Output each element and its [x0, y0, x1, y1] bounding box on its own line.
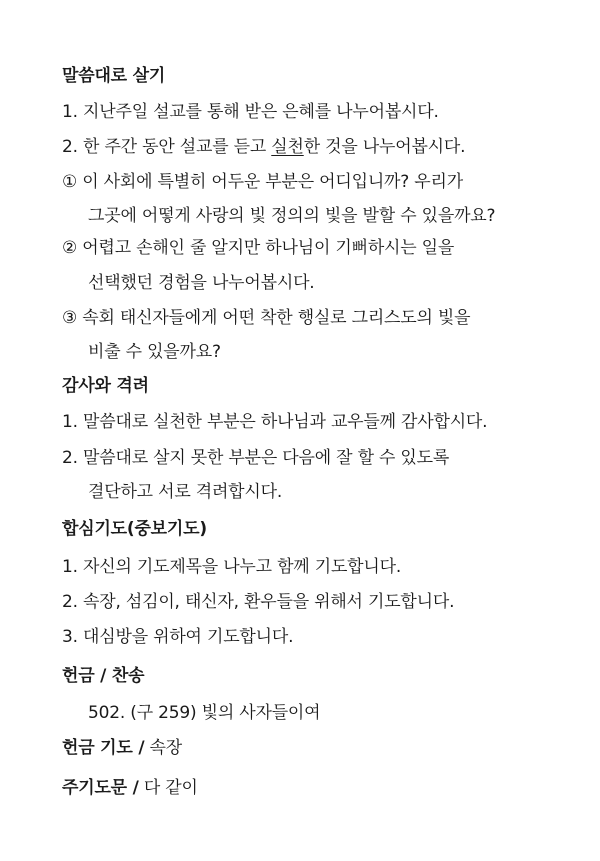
section-heading-thanks-encouragement: 감사와 격려: [62, 376, 149, 396]
list-item: 2. 속장, 섬김이, 태신자, 환우들을 위해서 기도합니다.: [62, 592, 455, 612]
list-item: ② 어렵고 손해인 줄 알지만 하나님이 기뻐하시는 일을: [62, 238, 455, 258]
list-item-continuation: 그곳에 어떻게 사랑의 빛 정의의 빛을 발할 수 있을까요?: [88, 206, 496, 226]
list-item: ① 이 사회에 특별히 어두운 부분은 어디입니까? 우리가: [62, 172, 463, 192]
list-item-text: 2. 한 주간 동안 설교를 듣고: [62, 137, 272, 157]
list-item-continuation: 선택했던 경험을 나누어봅시다.: [88, 273, 315, 293]
heading-bold-text: 주기도문 /: [62, 778, 139, 798]
list-item: 1. 말씀대로 실천한 부분은 하나님과 교우들께 감사합시다.: [62, 412, 488, 432]
list-item: ③ 속회 태신자들에게 어떤 착한 행실로 그리스도의 빛을: [62, 308, 471, 328]
heading-light-text: 다 같이: [138, 778, 198, 798]
section-heading-living-by-word: 말씀대로 살기: [62, 66, 166, 86]
hymn-line: 502. (구 259) 빛의 사자들이여: [88, 703, 321, 723]
list-item: 1. 자신의 기도제목을 나누고 함께 기도합니다.: [62, 557, 402, 577]
list-item: 1. 지난주일 설교를 통해 받은 은혜를 나누어봅시다.: [62, 102, 439, 122]
list-item: 3. 대심방을 위하여 기도합니다.: [62, 627, 294, 647]
section-heading-lords-prayer: [62, 776, 198, 800]
list-item-continuation: 비출 수 있을까요?: [88, 342, 221, 362]
list-item-continuation: 결단하고 서로 격려합시다.: [88, 482, 283, 502]
heading-light-text: 속장: [144, 738, 182, 758]
section-heading-offering-prayer: [62, 736, 182, 760]
section-heading-united-prayer: 합심기도(중보기도): [62, 519, 207, 539]
list-item-text: 한 것을 나누어봅시다.: [303, 137, 466, 157]
section-heading-offering-hymn: 헌금 / 찬송: [62, 666, 145, 686]
list-item: 2. 말씀대로 살지 못한 부분은 다음에 잘 할 수 있도록: [62, 448, 450, 468]
list-item: [62, 135, 465, 159]
underlined-word: 실천: [271, 137, 304, 157]
heading-bold-text: 헌금 기도 /: [62, 738, 145, 758]
